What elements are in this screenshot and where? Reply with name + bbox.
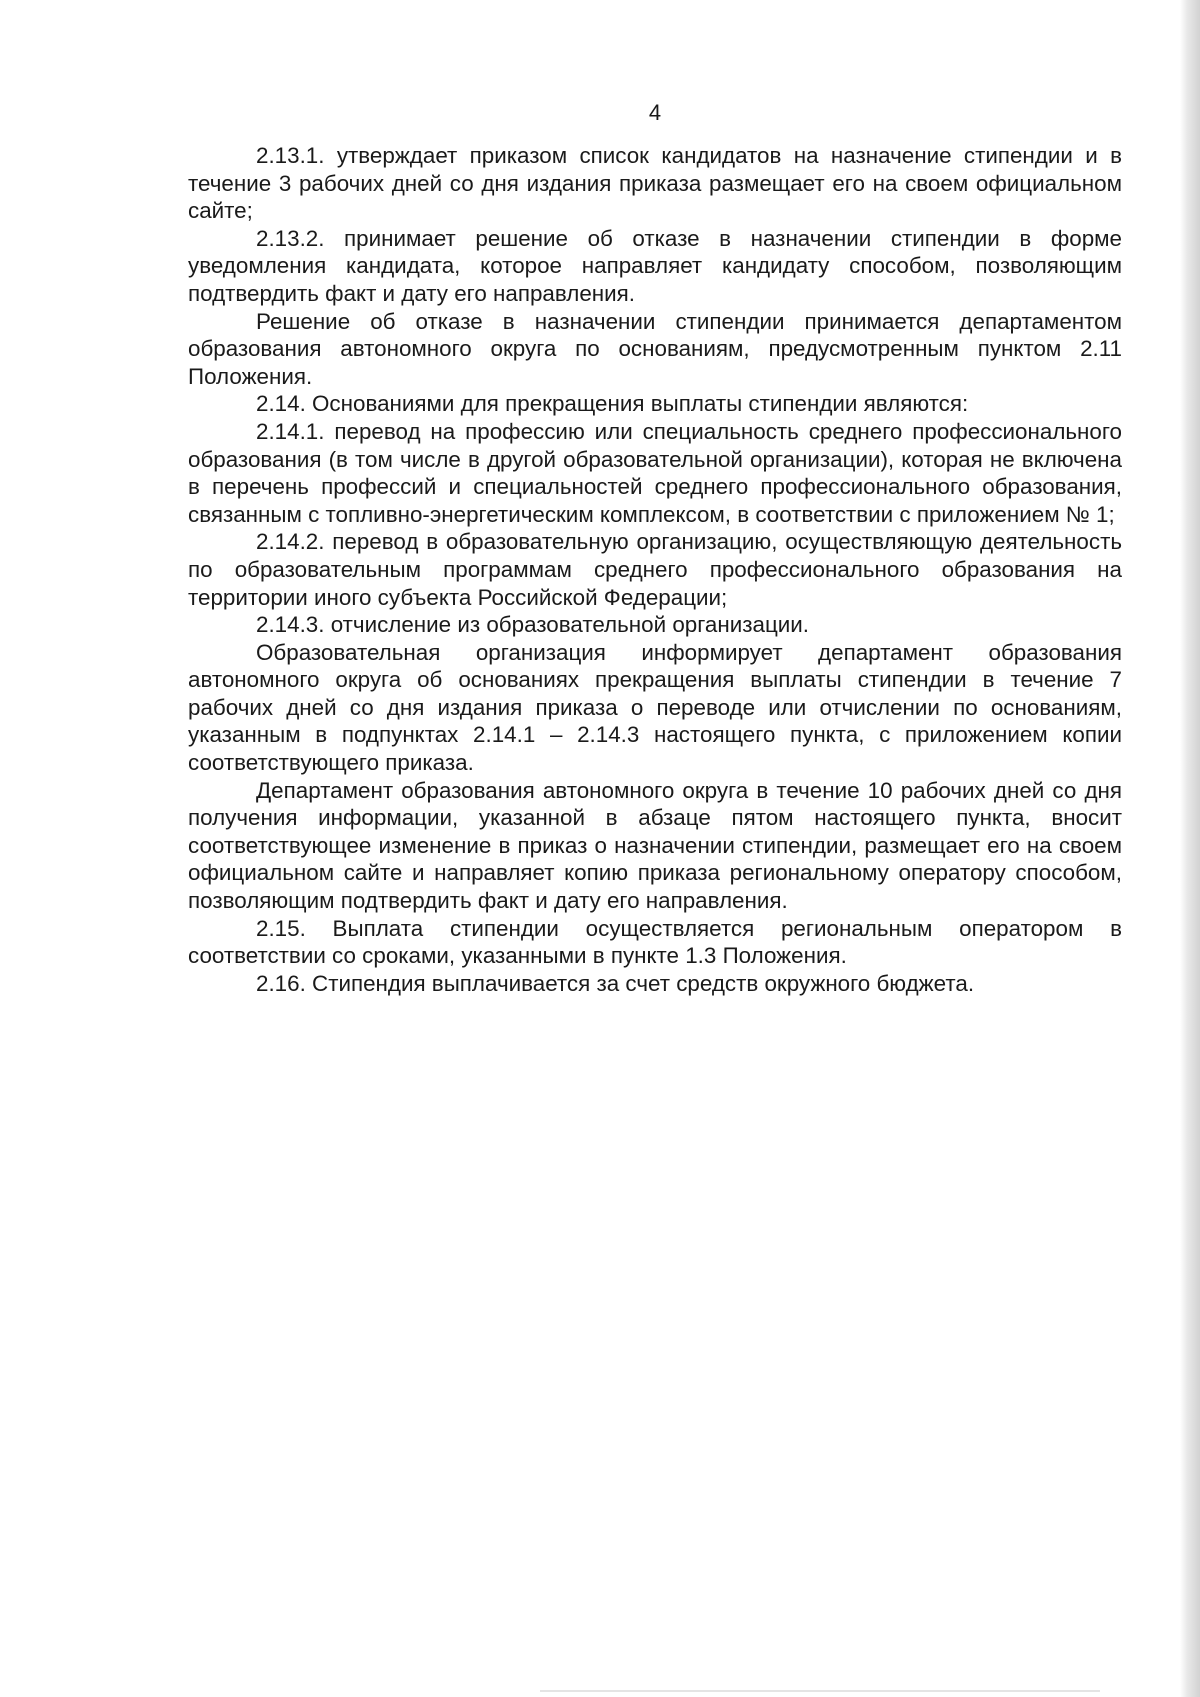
paragraph-2-13-2: 2.13.2. принимает решение об отказе в назначении стипендии в форме уведомления кандидата, которое направляет кандидату способом, позволяющим подтвердить факт и дату его направления.	[188, 225, 1122, 306]
paragraph-refusal-grounds: Решение об отказе в назначении стипендии принимается департаментом образования автономного округа по основаниям, предусмотренным пунктом 2.11 Положения.	[188, 308, 1122, 389]
paragraph-department-action: Департамент образования автономного округа в течение 10 рабочих дней со дня получения информации, указанной в абзаце пятом настоящего пункта, вносит соответствующее изменение в приказ о назначении стипендии, размещает его на своем официальном сайте и направляет копию приказа региональному оператору способом, позволяющим подтвердить факт и дату его направления.	[188, 777, 1122, 914]
scan-right-edge-shadow	[1180, 0, 1200, 1697]
document-body	[188, 142, 1122, 997]
paragraph-2-14-3: 2.14.3. отчисление из образовательной организации.	[256, 612, 810, 638]
paragraph-organization-informs: Образовательная организация информирует департамент образования автономного округа об основаниях прекращения выплаты стипендии в течение 7 рабочих дней со дня издания приказа о переводе или отчислении по основаниям, указанным в подпунктах 2.14.1 – 2.14.3 настоящего пункта, с приложением копии соответствующего приказа.	[188, 639, 1122, 776]
page-number: 4	[648, 100, 662, 125]
paragraph-2-15: 2.15. Выплата стипендии осуществляется региональным оператором в соответствии со сроками, указанными в пункте 1.3 Положения.	[188, 915, 1122, 969]
paragraph-2-13-1: 2.13.1. утверждает приказом список кандидатов на назначение стипендии и в течение 3 рабочих дней со дня издания приказа размещает его на своем официальном сайте;	[188, 143, 1122, 224]
paragraph-2-14: 2.14. Основаниями для прекращения выплаты стипендии являются:	[256, 391, 969, 417]
scan-bottom-edge	[540, 1690, 1100, 1692]
paragraph-2-14-2: 2.14.2. перевод в образовательную организацию, осуществляющую деятельность по образовательным программам среднего профессионального образования на территории иного субъекта Российской Федерации;	[188, 529, 1122, 610]
paragraph-2-14-1: 2.14.1. перевод на профессию или специальность среднего профессионального образования (в том числе в другой образовательной организации), которая не включена в перечень профессий и специальностей среднего профессионального образования, связанным с топливно-энергетическим комплексом, в соответствии с приложением № 1;	[188, 418, 1122, 527]
paragraph-2-16: 2.16. Стипендия выплачивается за счет средств окружного бюджета.	[256, 970, 975, 996]
